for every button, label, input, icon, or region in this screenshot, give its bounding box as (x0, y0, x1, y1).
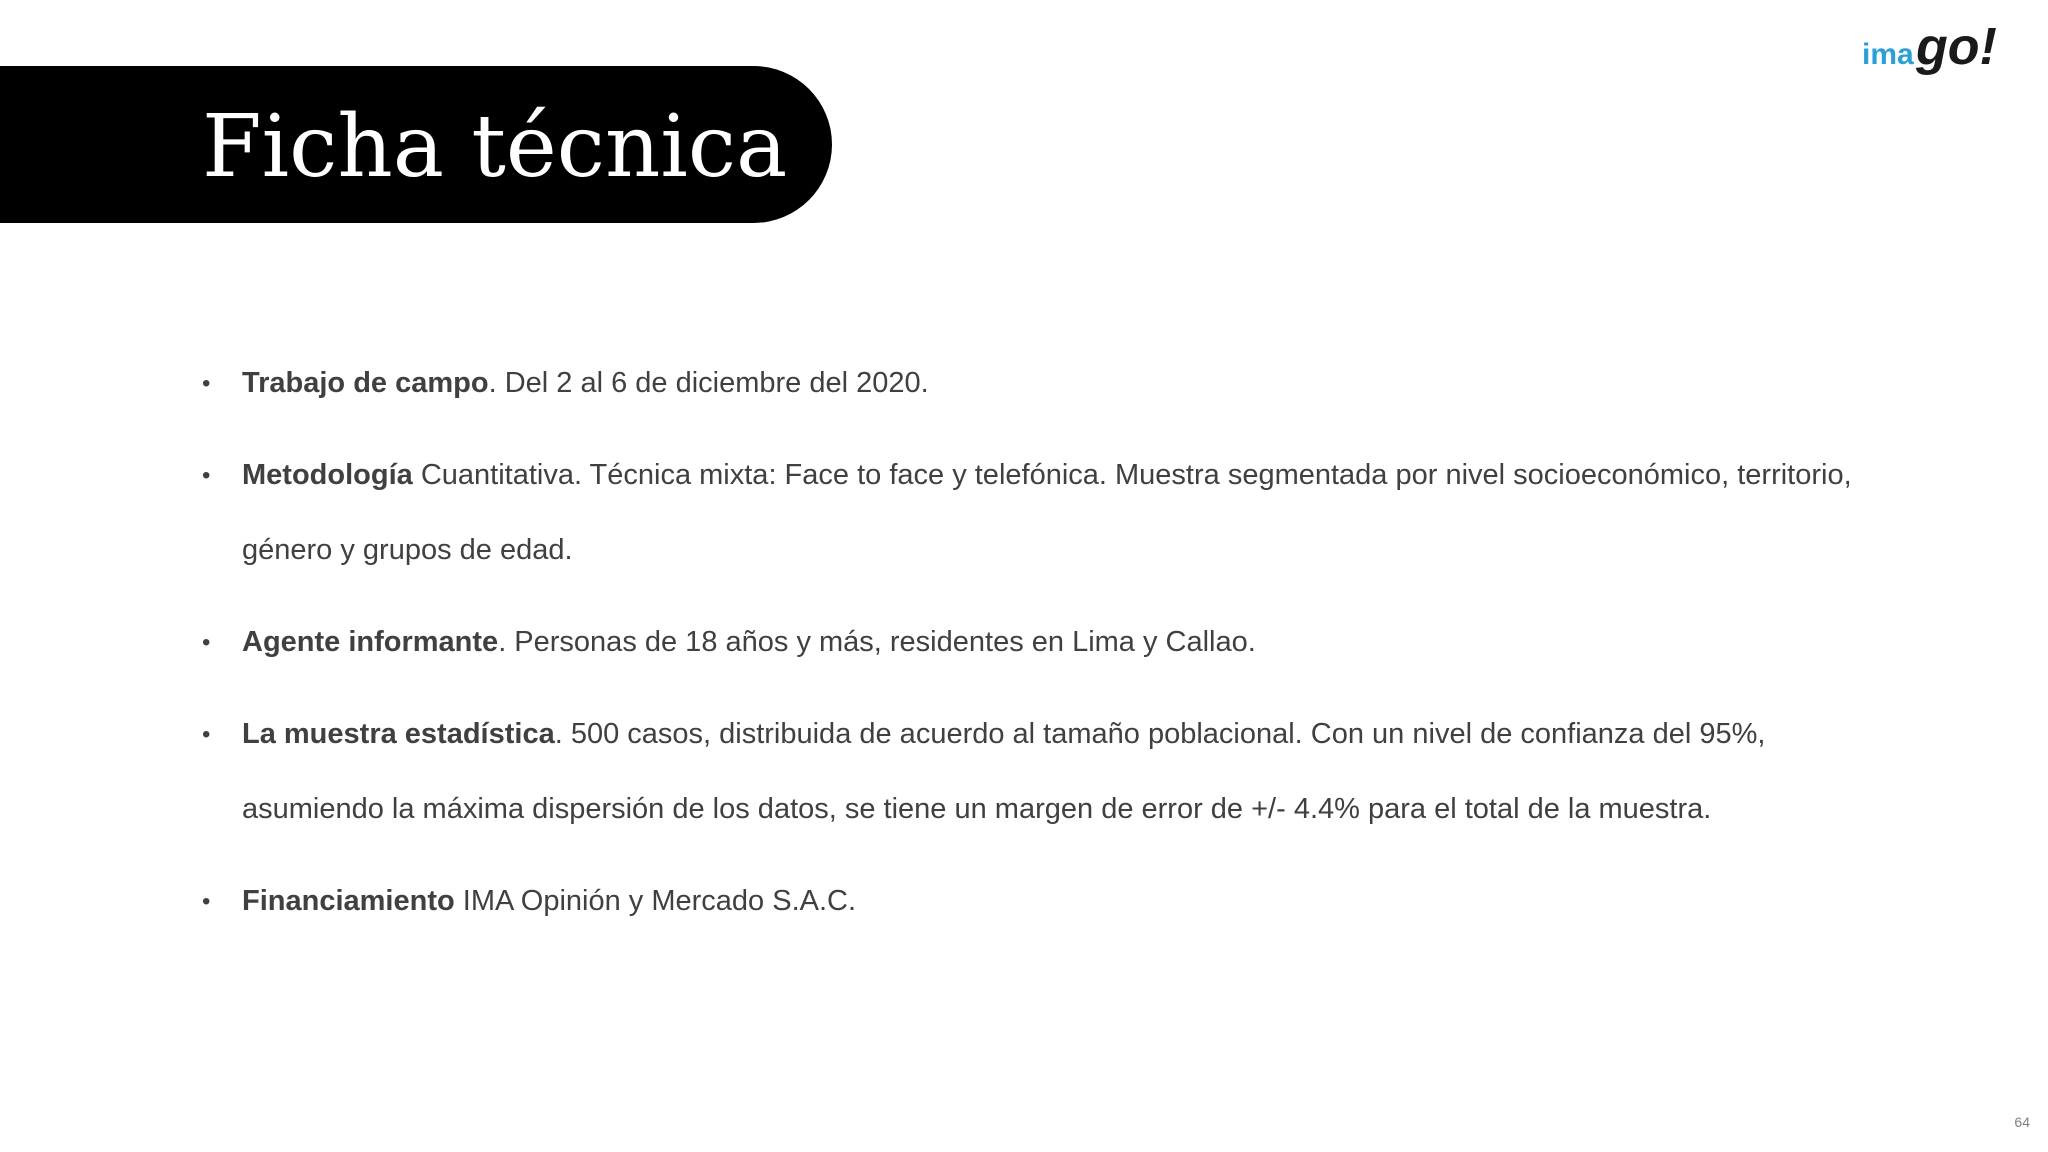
bullet-marker: • (202, 370, 211, 397)
bullet-marker: • (202, 462, 211, 489)
item-lead: La muestra estadística (242, 718, 555, 750)
imago-logo (1862, 14, 2018, 82)
item-text: . Personas de 18 años y más, residentes en Lima y Callao. (498, 626, 1256, 658)
item-lead: Agente informante (242, 626, 499, 658)
bullet-marker: • (202, 629, 211, 656)
imago-logo-icon (1862, 14, 2018, 82)
logo-text-right: go! (1916, 18, 1997, 76)
bullet-marker: • (202, 721, 211, 748)
item-text: . 500 casos, distribuida de acuerdo al tamaño poblacional. Con un nivel de confianza del 95%, asumiendo la máxima dispersión de los datos, se tiene un margen de error de +/- 4.4% para el total de la muestra. (242, 718, 1766, 825)
logo-text-left: ima (1862, 38, 1914, 71)
bullet-marker: • (202, 888, 211, 915)
list-item (202, 864, 1902, 939)
item-text: Cuantitativa. Técnica mixta: Face to face y telefónica. Muestra segmentada por nivel socioeconómico, territorio, género y grupos de edad. (242, 459, 1852, 566)
list-item (202, 346, 1902, 421)
item-lead: Trabajo de campo (242, 367, 489, 399)
item-text: IMA Opinión y Mercado S.A.C. (454, 885, 857, 917)
item-lead: Financiamiento (242, 885, 455, 917)
bullet-list (202, 346, 1902, 939)
page-number: 64 (2014, 1114, 2030, 1130)
list-item (202, 697, 1902, 847)
item-lead: Metodología (242, 459, 413, 491)
list-item (202, 605, 1902, 680)
item-text: . Del 2 al 6 de diciembre del 2020. (488, 367, 929, 399)
slide-title: Ficha técnica (202, 97, 788, 197)
list-item (202, 438, 1902, 588)
